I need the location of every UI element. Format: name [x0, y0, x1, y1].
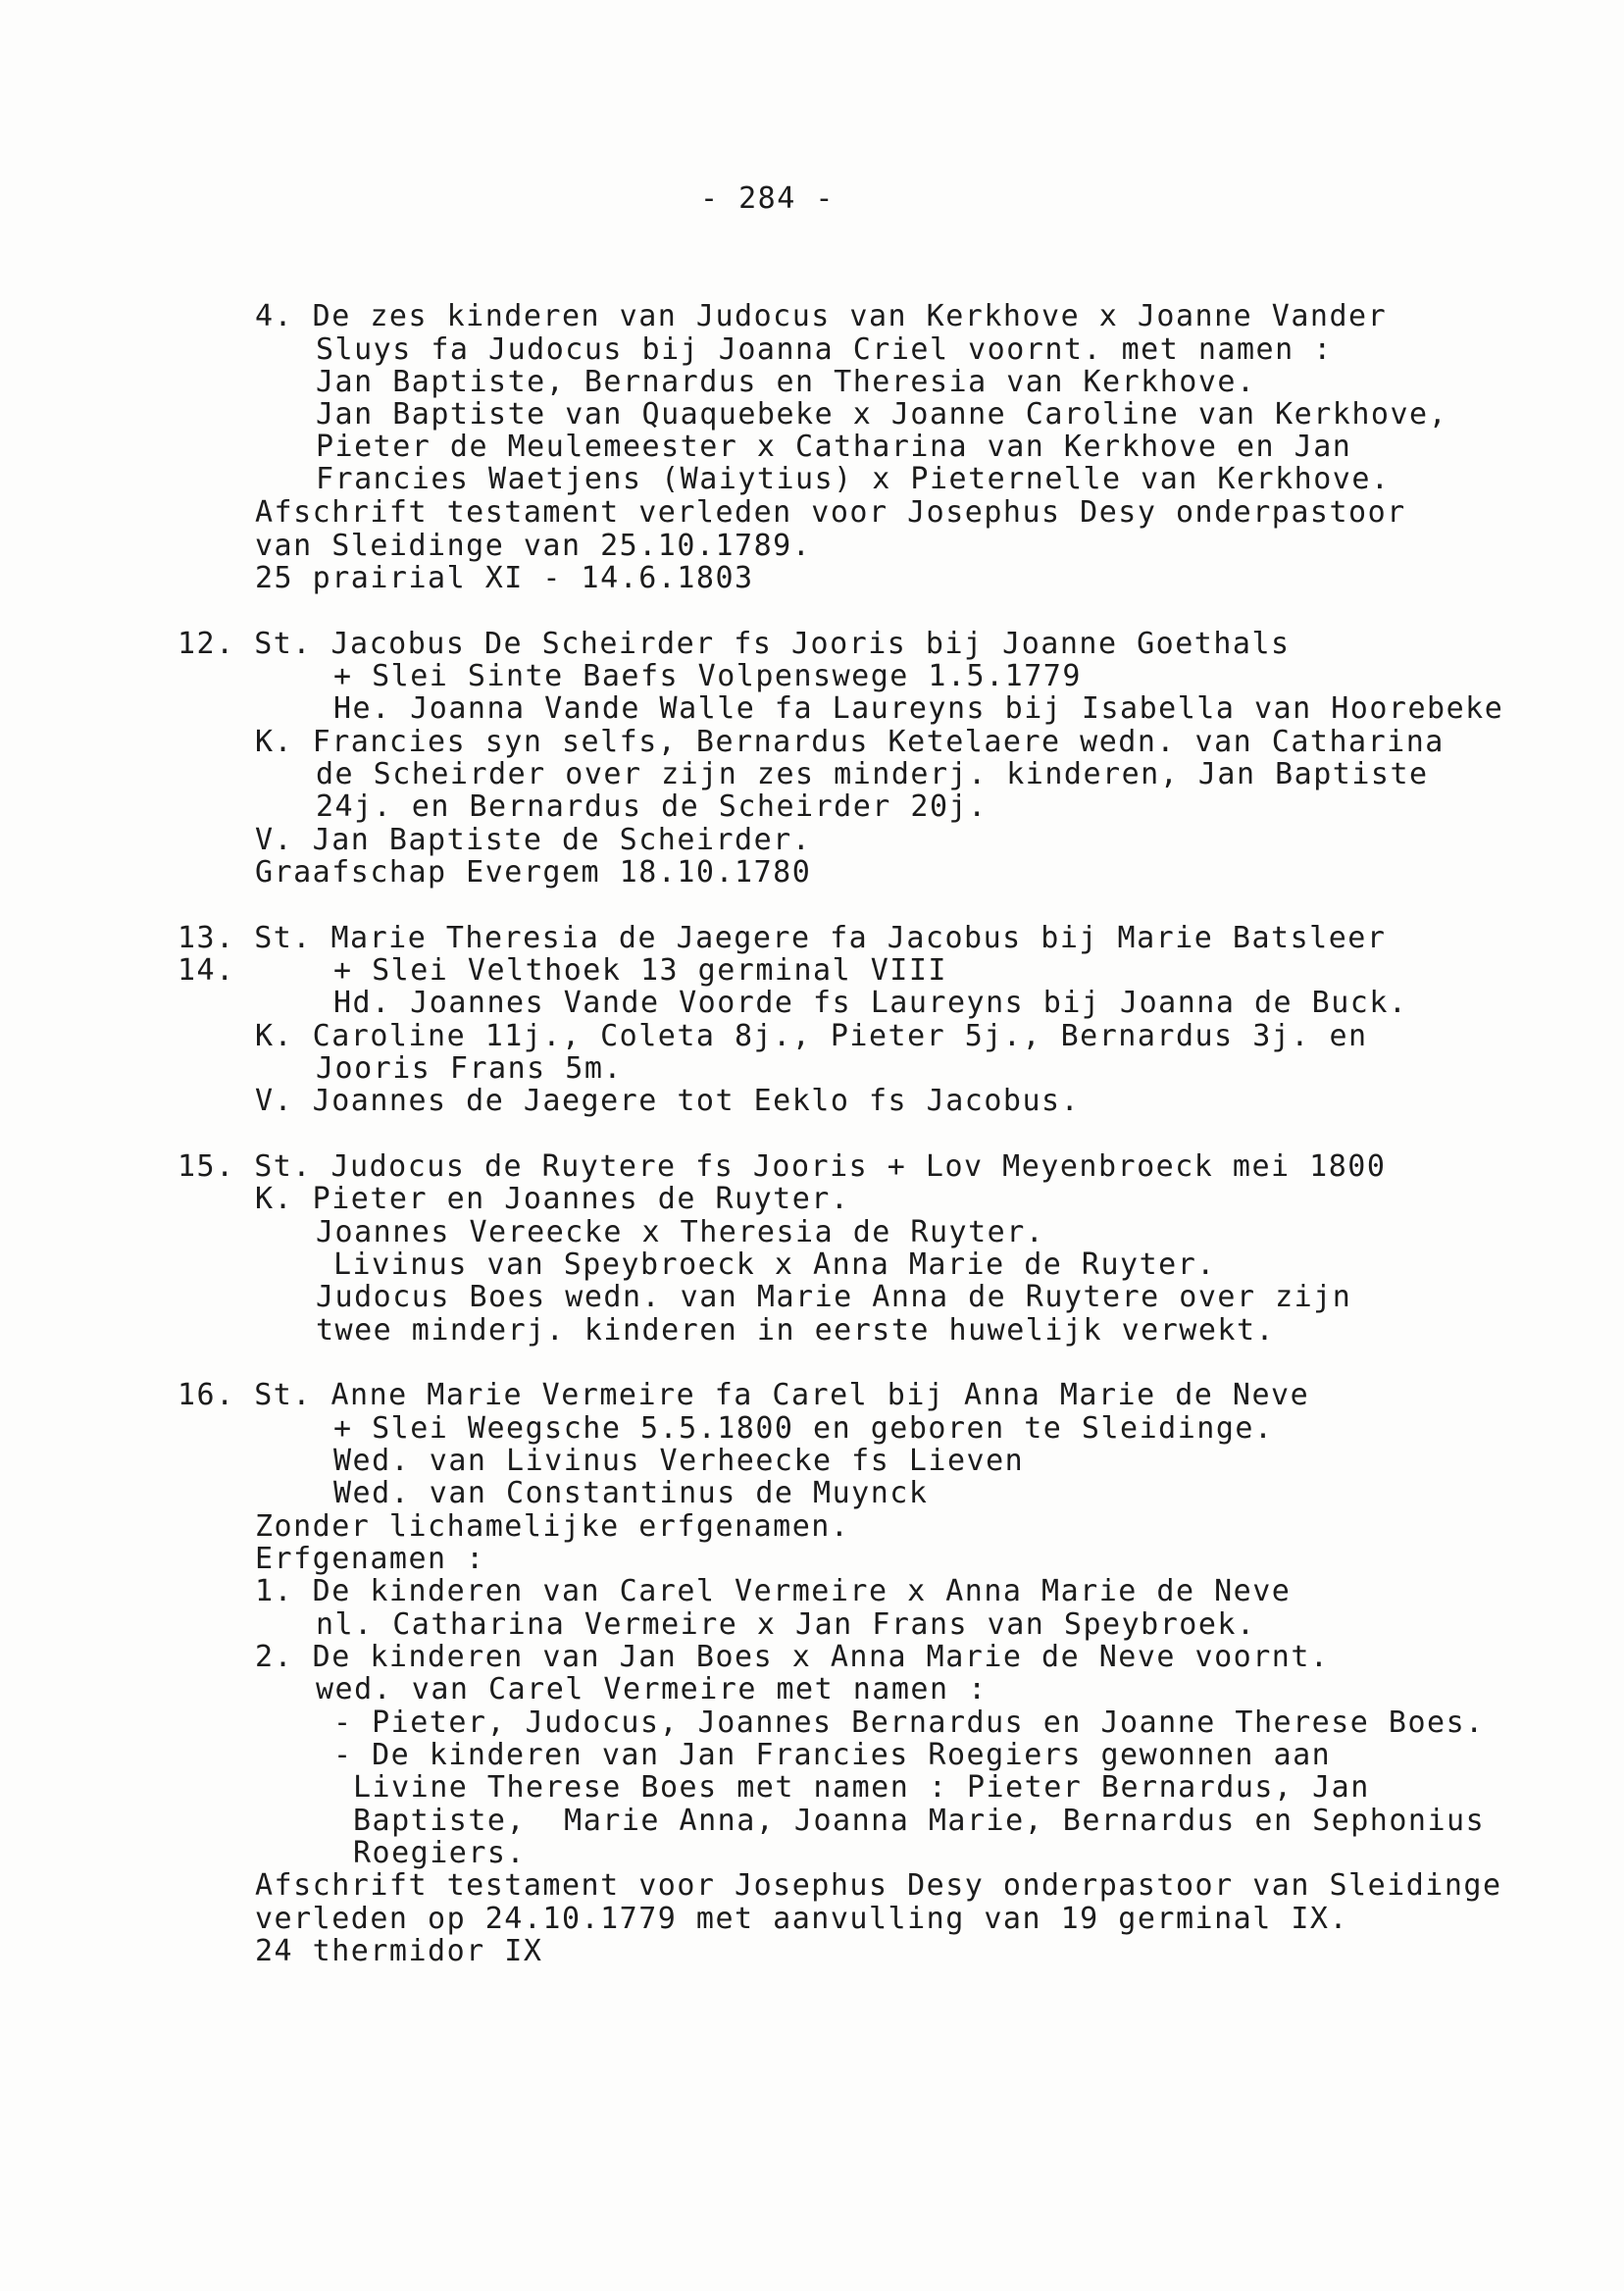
entry-14-number: 14.: [178, 953, 235, 988]
entry-4-line-3: Jan Baptiste, Bernardus en Theresia van Kerkhove.: [316, 365, 1256, 399]
entry-16-line-4: Wed. van Constantinus de Muynck: [333, 1476, 929, 1510]
entry-13-line-2: + Slei Velthoek 13 germinal VIII: [333, 953, 947, 988]
entry-16-line-1: 16. St. Anne Marie Vermeire fa Carel bij Anna Marie de Neve: [178, 1378, 1310, 1412]
entry-16-line-3: Wed. van Livinus Verheecke fs Lieven: [333, 1444, 1025, 1478]
entry-15-line-1: 15. St. Judocus de Ruytere fs Jooris + Lov Meyenbroeck mei 1800: [178, 1149, 1387, 1184]
entry-12-line-3: He. Joanna Vande Walle fa Laureyns bij Isabella van Hoorebeke: [333, 691, 1504, 726]
entry-13-line-4: K. Caroline 11j., Coleta 8j., Pieter 5j., Bernardus 3j. en: [255, 1019, 1368, 1053]
entry-4-line-4: Jan Baptiste van Quaquebeke x Joanne Caroline van Kerkhove,: [316, 397, 1448, 432]
entry-16-line-11: - Pieter, Judocus, Joannes Bernardus en Joanne Therese Boes.: [333, 1706, 1485, 1740]
entry-13-line-1: 13. St. Marie Theresia de Jaegere fa Jacobus bij Marie Batsleer: [178, 921, 1387, 955]
entry-16-line-12: - De kinderen van Jan Francies Roegiers gewonnen aan: [333, 1738, 1332, 1772]
entry-15-line-4: Livinus van Speybroeck x Anna Marie de Ruyter.: [333, 1247, 1216, 1282]
entry-12-line-8: Graafschap Evergem 18.10.1780: [255, 855, 812, 890]
entry-16-line-15: Roegiers.: [353, 1836, 527, 1870]
entry-13-line-3: Hd. Joannes Vande Voorde fs Laureyns bij Joanna de Buck.: [333, 986, 1408, 1020]
entry-16-line-9: 2. De kinderen van Jan Boes x Anna Marie de Neve voornt.: [255, 1640, 1330, 1674]
entry-16-line-18: 24 thermidor IX: [255, 1934, 543, 1968]
entry-16-line-10: wed. van Carel Vermeire met namen :: [316, 1672, 988, 1706]
entry-16-line-13: Livine Therese Boes met namen : Pieter Bernardus, Jan: [353, 1770, 1370, 1805]
entry-4-line-1: 4. De zes kinderen van Judocus van Kerkhove x Joanne Vander: [255, 299, 1388, 333]
entry-12-line-4: K. Francies syn selfs, Bernardus Ketelaere wedn. van Catharina: [255, 725, 1445, 759]
entry-12-line-7: V. Jan Baptiste de Scheirder.: [255, 823, 812, 857]
entry-16-line-17: verleden op 24.10.1779 met aanvulling van 19 germinal IX.: [255, 1902, 1349, 1936]
entry-16-line-16: Afschrift testament voor Josephus Desy onderpastoor van Sleidinge: [255, 1868, 1502, 1903]
entry-4-line-8: van Sleidinge van 25.10.1789.: [255, 529, 812, 563]
entry-13-line-5: Jooris Frans 5m.: [316, 1051, 623, 1086]
entry-4-line-7: Afschrift testament verleden voor Josephus Desy onderpastoor: [255, 495, 1406, 530]
page-number: - 284 -: [700, 181, 835, 216]
entry-16-line-5: Zonder lichamelijke erfgenamen.: [255, 1509, 850, 1544]
entry-16-line-2: + Slei Weegsche 5.5.1800 en geboren te Sleidinge.: [333, 1411, 1274, 1446]
entry-15-line-3: Joannes Vereecke x Theresia de Ruyter.: [316, 1215, 1045, 1249]
entry-15-line-6: twee minderj. kinderen in eerste huwelijk verwekt.: [316, 1313, 1276, 1348]
entry-12-line-2: + Slei Sinte Baefs Volpenswege 1.5.1779: [333, 659, 1082, 693]
entry-4-line-9: 25 prairial XI - 14.6.1803: [255, 561, 754, 595]
entry-13-line-6: V. Joannes de Jaegere tot Eeklo fs Jacobus.: [255, 1084, 1081, 1118]
entry-4-line-6: Francies Waetjens (Waiytius) x Pieternelle van Kerkhove.: [316, 462, 1391, 496]
entry-16-line-8: nl. Catharina Vermeire x Jan Frans van Speybroek.: [316, 1607, 1256, 1642]
entry-16-line-14: Baptiste, Marie Anna, Joanna Marie, Bernardus en Sephonius: [353, 1804, 1486, 1838]
entry-15-line-5: Judocus Boes wedn. van Marie Anna de Ruytere over zijn: [316, 1280, 1352, 1314]
entry-16-line-7: 1. De kinderen van Carel Vermeire x Anna Marie de Neve: [255, 1574, 1292, 1608]
entry-12-line-1: 12. St. Jacobus De Scheirder fs Jooris bij Joanne Goethals: [178, 627, 1291, 661]
entry-12-line-6: 24j. en Bernardus de Scheirder 20j.: [316, 789, 988, 824]
entry-4-line-5: Pieter de Meulemeester x Catharina van Kerkhove en Jan: [316, 430, 1352, 464]
entry-4-line-2: Sluys fa Judocus bij Joanna Criel voornt. met namen :: [316, 332, 1333, 367]
entry-15-line-2: K. Pieter en Joannes de Ruyter.: [255, 1182, 850, 1216]
entry-16-line-6: Erfgenamen :: [255, 1542, 485, 1576]
entry-12-line-5: de Scheirder over zijn zes minderj. kinderen, Jan Baptiste: [316, 757, 1429, 791]
